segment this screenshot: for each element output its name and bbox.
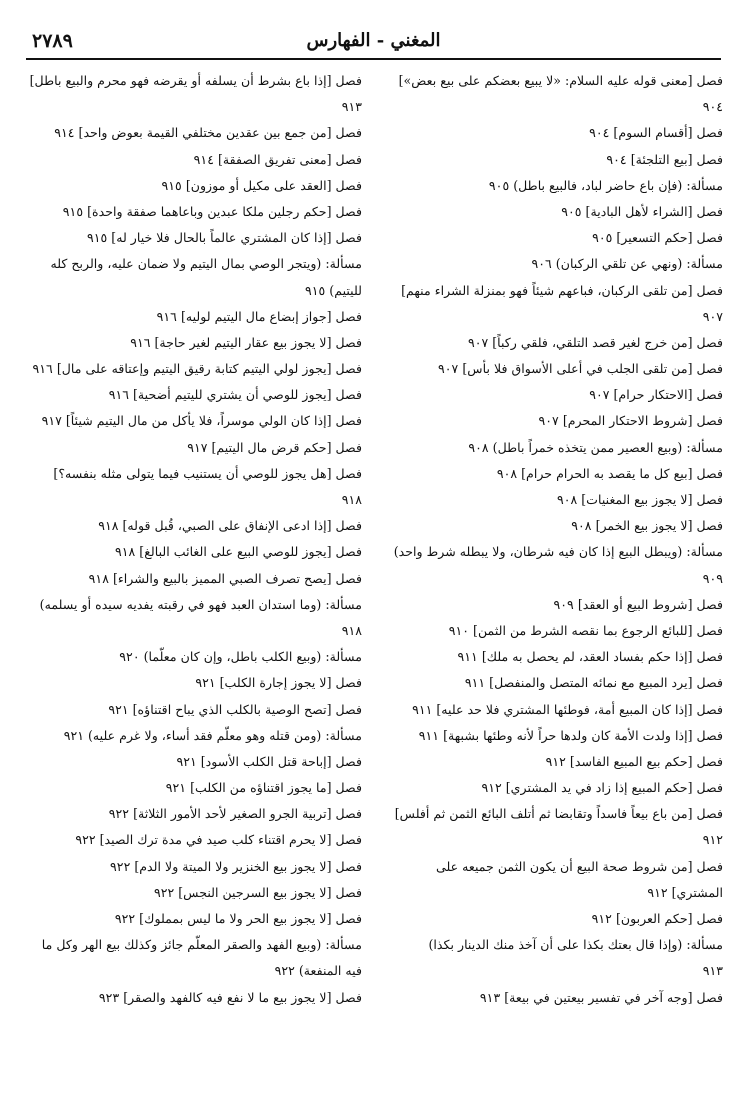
index-entry: فصل [حكم المبيع إذا زاد في يد المشتري] ٩١٢ [481,780,723,796]
index-entry: فصل [لا يحرم اقتناء كلب صيد في مدة ترك الصيد] ٩٢٢ [75,832,362,848]
index-entry: فصل [إذا كان الولي موسراً، فلا يأكل من مال اليتيم شيئاً] ٩١٧ [41,413,362,429]
page-header [26,30,721,60]
index-entry: فصل [لا يجوز إجارة الكلب] ٩٢١ [195,675,362,691]
index-entry: فصل [العقد على مكيل أو موزون] ٩١٥ [161,177,362,193]
index-entry: فصل [لا يجوز بيع الخمر] ٩٠٨ [571,518,723,534]
index-entry: فصل [حكم بيع المبيع الفاسد] ٩١٢ [545,753,723,769]
index-entry: فصل [إذا كان المبيع أمة، فوطئها المشتري فلا حد عليه] ٩١١ [412,701,723,717]
index-entry: فصل [معنى قوله عليه السلام: «لا يبيع بعضكم على بيع بعض»] [398,73,723,88]
index-entry: فصل [بيع كل ما يقصد به الحرام حرام] ٩٠٨ [496,465,723,481]
running-title: المغني - الفهارس [306,30,441,51]
index-entry: مسألة: (وما استدان العبد فهو في رقبته يفديه سيده أو يسلمه) [39,596,362,612]
index-entry: المشتري] ٩١٢ [647,884,723,900]
index-entry: فصل [من شروط صحة البيع أن يكون الثمن جميعه على [435,858,723,874]
index-entry: فصل [معنى تفريق الصفقة] ٩١٤ [193,151,362,167]
index-entry: فصل [الشراء لأهل البادية] ٩٠٥ [561,203,723,219]
index-entry: فصل [يجوز للوصي أن يشتري لليتيم أضحية] ٩١٦ [108,387,362,403]
index-entry: فصل [لا يجوز بيع الخنزير ولا الميتة ولا الدم] ٩٢٢ [110,858,362,874]
index-entry: فصل [يجوز لولي اليتيم كتابة رقيق اليتيم وإعتاقه على مال] ٩١٦ [32,361,362,377]
index-entry: فصل [هل يجوز للوصي أن يستنيب فيما يتولى مثله بنفسه؟] [53,465,362,481]
index-entry: فصل [إذا حكم بفساد العقد، لم يحصل به ملك] ٩١١ [457,649,723,665]
index-entry: مسألة: (ومن قتله وهو معلّم فقد أساء، ولا غرم عليه) ٩٢١ [63,727,362,743]
index-entry: فصل [لا يجوز بيع ما لا نفع فيه كالفهد والصقر] ٩٢٣ [98,989,362,1005]
page-number: ٢٧٨٩ [32,30,73,52]
index-entry: فصل [حكم العربون] ٩١٢ [591,911,723,926]
index-entry: ٩١٨ [341,492,362,507]
index-entry: فيه المنفعة) ٩٢٢ [274,963,362,979]
index-entry: فصل [إذا ولدت الأمة كان ولدها حراً لأنه وطئها بشبهة] ٩١١ [418,727,723,743]
index-entry: ٩١٨ [341,622,362,638]
index-entry: فصل [لا يجوز بيع المغنيات] ٩٠٨ [556,492,723,507]
index-entry: فصل [بيع التلجئة] ٩٠٤ [606,151,723,167]
index-entry: فصل [يجوز للوصي البيع على الغائب البالغ] ٩١٨ [114,544,362,560]
index-entry: ٩٠٤ [702,99,723,115]
left-column [26,68,362,1011]
index-entry: ٩٠٩ [702,570,723,586]
index-entry: فصل [ما يجوز اقتناؤه من الكلب] ٩٢١ [165,780,362,796]
index-entry: فصل [لا يجوز بيع عقار اليتيم لغير حاجة] ٩١٦ [130,334,362,350]
index-entry: فصل [من تلقى الركبان، فباعهم شيئاً فهو بمنزلة الشراء منهم] [401,282,723,298]
index-entry: ٩٠٧ [702,308,723,324]
index-entry: فصل [من خرج لغير قصد التلقي، فلقي ركباً] ٩٠٧ [467,334,723,350]
index-entry: مسألة: (وبيع الفهد والصقر المعلّم جائز وكذلك بيع الهر وكل ما [41,937,362,953]
index-entry: فصل [شروط البيع أو العقد] ٩٠٩ [553,596,723,612]
index-entry: فصل [حكم التسعير] ٩٠٥ [592,230,723,246]
index-entry: فصل [إباحة قتل الكلب الأسود] ٩٢١ [176,753,362,769]
index-entry: مسألة: (ويتجر الوصي بمال اليتيم ولا ضمان عليه، والربح كله [50,256,362,272]
index-entry: لليتيم) ٩١٥ [304,282,362,298]
index-entry: فصل [لا يجوز بيع السرجين النجس] ٩٢٢ [153,884,362,900]
index-entry: فصل [إذا ادعى الإنفاق على الصبي، قُبل قوله] ٩١٨ [98,518,362,534]
index-entry: فصل [إذا كان المشتري عالماً بالحال فلا خيار له] ٩١٥ [86,230,362,246]
index-entry: فصل [من باع بيعاً فاسداً وتقابضا ثم أتلف البائع الثمن ثم أفلس] [394,806,723,822]
index-entry: فصل [لا يجوز بيع الحر ولا ما ليس بمملوك] ٩٢٢ [114,911,362,926]
index-entry: مسألة: (وبيع العصير ممن يتخذه خمراً باطل) ٩٠٨ [468,439,723,455]
index-entry: فصل [وجه آخر في تفسير بيعتين في بيعة] ٩١٣ [479,989,723,1005]
index-entry: فصل [أقسام السوم] ٩٠٤ [589,125,723,141]
index-entry: فصل [من جمع بين عقدين مختلفي القيمة بعوض واحد] ٩١٤ [54,125,362,141]
index-entry: فصل [الاحتكار حرام] ٩٠٧ [589,387,723,403]
index-entry: ٩١٣ [341,99,362,115]
index-entry: فصل [حكم قرض مال اليتيم] ٩١٧ [187,439,362,455]
index-entry: فصل [تربية الجرو الصغير لأحد الأمور الثلاثة] ٩٢٢ [108,806,362,822]
index-entry: ٩١٢ [702,832,723,848]
right-column [387,68,723,1011]
index-entry: فصل [للبائع الرجوع بما نقصه الشرط من الثمن] ٩١٠ [448,622,723,638]
index-entry: مسألة: (فإن باع حاضر لباد، فالبيع باطل) ٩٠٥ [488,177,723,193]
index-entry: مسألة: (ونهي عن تلقي الركبان) ٩٠٦ [531,256,723,272]
index-entry: فصل [يصح تصرف الصبي المميز بالبيع والشراء] ٩١٨ [88,570,362,586]
index-entry: فصل [يرد المبيع مع نمائه المتصل والمنفصل] ٩١١ [464,675,723,691]
index-entry: فصل [شروط الاحتكار المحرم] ٩٠٧ [538,413,723,429]
index-entry: مسألة: (وبيع الكلب باطل، وإن كان معلّما) ٩٢٠ [119,649,362,665]
index-entry: فصل [تصح الوصية بالكلب الذي يباح اقتناؤه] ٩٢١ [108,701,362,717]
index-entry: فصل [من تلقى الجلب في أعلى الأسواق فلا بأس] ٩٠٧ [438,361,723,377]
index-entry: فصل [إذا باع بشرط أن يسلفه أو يقرضه فهو محرم والبيع باطل] [29,73,362,88]
index-entry: فصل [حكم رجلين ملكا عبدين وباعاهما صفقة واحدة] ٩١٥ [62,203,362,219]
index-entry: مسألة: (وإذا قال بعتك بكذا على أن آخذ منك الدينار بكذا) [428,937,723,953]
index-entry: مسألة: (ويبطل البيع إذا كان فيه شرطان، ولا يبطله شرط واحد) [393,544,723,560]
index-entry: ٩١٣ [702,963,723,979]
index-entry: فصل [جواز إبضاع مال اليتيم لوليه] ٩١٦ [156,308,362,324]
